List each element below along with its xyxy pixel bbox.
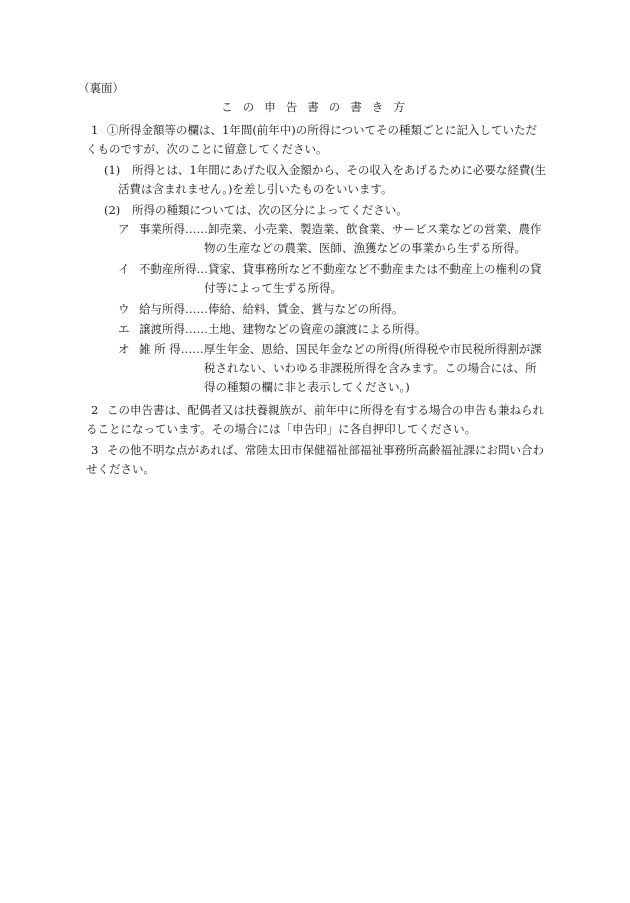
item-a-mark: ア — [118, 222, 130, 236]
item-i-line-2: 付等によって生ずる所得。 — [204, 281, 342, 295]
item-a-line-1: 事業所得……卸売業、小売業、製造業、飲食業、サービス業などの営業、農作 — [139, 222, 542, 236]
item-a-line-2: 物の生産などの農業、医師、漁獲などの事業から生ずる所得。 — [204, 241, 526, 255]
document-title: この申告書の書き方 — [221, 100, 415, 114]
item-u-mark: ウ — [118, 302, 130, 316]
section-1-1-line-2: 活費は含まれません。)を差し引いたものをいいます。 — [118, 182, 393, 196]
section-3-number: 3 — [91, 443, 99, 457]
item-i-mark: イ — [118, 262, 130, 276]
item-u-line-1: 給与所得……俸給、給料、賃金、賞与などの所得。 — [139, 302, 404, 316]
section-2-number: 2 — [91, 403, 99, 417]
section-1-2-number: (2) — [104, 203, 121, 217]
section-1-line-2: くものですが、次のことに留意してください。 — [86, 142, 328, 156]
item-o-line-3: 得の種類の欄に非と表示してください。) — [204, 380, 410, 394]
item-o-line-2: 税されない、いわゆる非課税所得を含みます。この場合には、所 — [204, 361, 537, 375]
section-3-line-2: せください。 — [86, 462, 155, 476]
section-2-line-1: この申告書は、配偶者又は扶養親族が、前年中に所得を有する場合の申告も兼ねられ — [107, 403, 544, 417]
side-label: （裏面） — [78, 81, 124, 95]
section-1-1-number: (1) — [104, 163, 121, 177]
section-3-line-1: その他不明な点があれば、常陸太田市保健福祉部福祉事務所高齢福祉課にお問い合わ — [107, 443, 544, 457]
section-1-1-line-1: 所得とは、1年間にあげた収入金額から、その収入をあげるために必要な経費(生 — [132, 163, 547, 177]
section-2-line-2: ることになっています。その場合には「申告印」に各自押印してください。 — [86, 422, 477, 436]
section-1-line-1: ①所得金額等の欄は、1年間(前年中)の所得についてその種類ごとに記入していただ — [107, 123, 538, 137]
item-o-line-1: 雑 所 得……厚生年金、恩給、国民年金などの所得(所得税や市民税所得割が課 — [139, 342, 542, 356]
item-i-line-1: 不動産所得…貸家、貸事務所など不動産など不動産または不動産上の権利の貸 — [139, 262, 542, 276]
section-1-number: 1 — [91, 123, 99, 137]
item-e-mark: エ — [118, 322, 130, 336]
item-o-mark: オ — [118, 342, 130, 356]
section-1-2-line-1: 所得の種類については、次の区分によってください。 — [132, 203, 408, 217]
item-e-line-1: 譲渡所得……土地、建物などの資産の譲渡による所得。 — [139, 322, 427, 336]
